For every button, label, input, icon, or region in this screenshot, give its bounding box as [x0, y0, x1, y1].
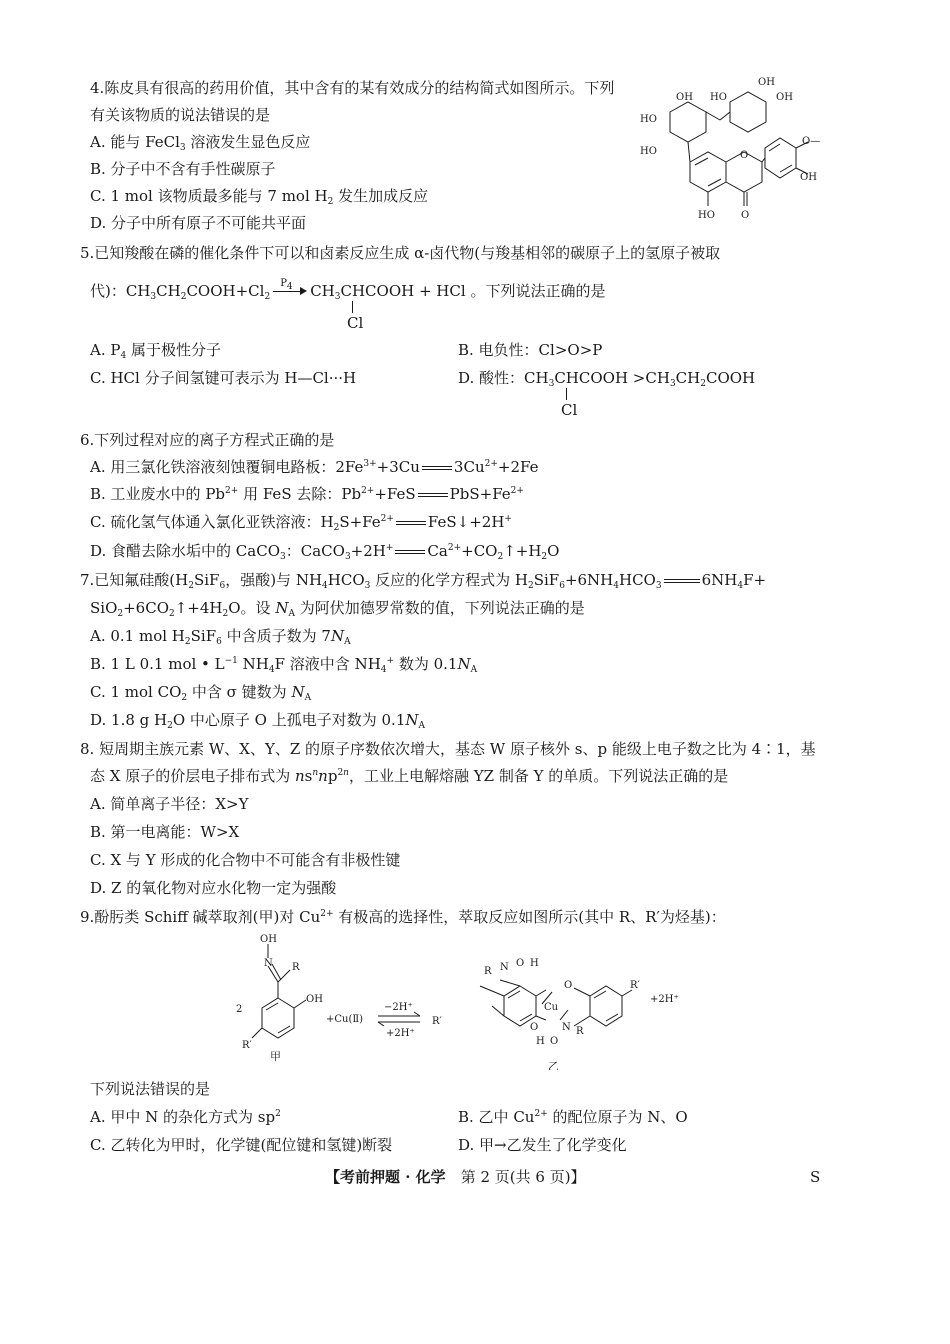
q9-option-c: C. 乙转化为甲时，化学键(配位键和氢键)断裂	[90, 1136, 393, 1154]
footer-version-letter: S	[810, 1168, 821, 1186]
q5-arrow: $P_4$	[273, 287, 307, 297]
q8-stem-line1: 8. 短周期主族元素 W、X、Y、Z 的原子序数依次增大，基态 W 原子核外 s、p 能级上电子数之比为 4∶1，基	[80, 740, 816, 758]
q4-option-c: C. 1 mol 该物质最多能与 7 mol $H_2$ 发生加成反应	[90, 187, 429, 207]
svg-text:R′: R′	[432, 1016, 442, 1027]
svg-text:+2H⁺: +2H⁺	[386, 1028, 415, 1039]
svg-text:+2H⁺: +2H⁺	[650, 994, 679, 1005]
q6-option-b: B. 工业废水中的 $Pb^{2+}$ 用 FeS 去除：$Pb^{2+}+FeS$ $PbS+Fe^{2+}$	[90, 485, 524, 503]
mol-oh-2: OH	[758, 77, 775, 88]
q4-option-a: A. 能与 FeCl$_3$ 溶液发生显色反应	[90, 133, 311, 153]
label-jia: 甲	[270, 1050, 281, 1063]
q5-option-a: A. $P_4$ 属于极性分子	[90, 341, 221, 361]
svg-text:R: R	[576, 1026, 584, 1037]
svg-text:−2H⁺: −2H⁺	[384, 1002, 413, 1013]
q8-option-a: A. 简单离子半径：X>Y	[90, 795, 249, 813]
mol-oh-4: OH	[800, 172, 817, 183]
q9-sub-stem: 下列说法错误的是	[90, 1080, 211, 1098]
q9-reaction-scheme	[230, 930, 690, 1070]
label-yi: 乙	[548, 1060, 559, 1070]
svg-text:O: O	[564, 980, 573, 991]
svg-text:Cu: Cu	[544, 1002, 559, 1013]
q6-stem: 6.下列过程对应的离子方程式正确的是	[80, 431, 335, 449]
q8-stem-line2: 态 X 原子的价层电子排布式为 $ns^nnp^{2n}$，工业上电解熔融 YZ 制备 Y 的单质。下列说法正确的是	[90, 767, 729, 785]
q8-option-c: C. X 与 Y 形成的化合物中不可能含有非极性键	[90, 851, 401, 869]
mol-ketone-o: O	[741, 210, 750, 221]
q6-option-c: C. 硫化氢气体通入氯化亚铁溶液：$H_2S+Fe^{2+}$ FeS↓+2H+	[90, 513, 512, 533]
page-footer: 【考前押题 · 化学 第 2 页(共 6 页)】	[325, 1168, 586, 1186]
q5-option-c: C. HCl 分子间氢键可表示为 H—Cl···H	[90, 369, 357, 387]
q5-stem-line1: 5.已知羧酸在磷的催化条件下可以和卤素反应生成 α-卤代物(与羧基相邻的碳原子上的氢原子被取	[80, 244, 721, 262]
q6-option-d: D. 食醋去除水垢中的 CaCO$_3$：CaCO$_3$+2H+ $Ca^{2+}+CO_2↑+H_2O$	[90, 542, 560, 562]
mol-oh-1: OH	[676, 92, 693, 103]
q8-option-b: B. 第一电离能：W>X	[90, 823, 240, 841]
q4-option-b: B. 分子中不含有手性碳原子	[90, 160, 276, 178]
q7-stem-line1: 7.已知氟硅酸($H_2SiF_6$，强酸)与 $NH_4HCO_3$ 反应的化学方程式为 $H_2SiF_6+6NH_4HCO_3$ $6NH_4F+$	[80, 571, 767, 591]
q7-option-d: D. 1.8 g $H_2O$ 中心原子 O 上孤电子对数为 $0.1N_A$	[90, 711, 425, 731]
svg-text:O: O	[530, 1022, 539, 1033]
q4-molecule-structure	[630, 72, 830, 230]
q9-option-b: B. 乙中 $Cu^{2+}$ 的配位原子为 N、O	[458, 1108, 688, 1126]
q5-equation: 代)：$CH_3CH_2COOH+Cl_2$ $P_4$ $CH_3CHCOOH$ + HCl 。下列说法正确的是	[90, 278, 606, 302]
mol-ome: O—	[802, 136, 821, 147]
q7-option-a: A. 0.1 mol $H_2SiF_6$ 中含质子数为 $7N_A$	[90, 627, 351, 647]
mol-oh-3: OH	[776, 92, 793, 103]
mol-o-ring: O	[740, 150, 749, 161]
q6-option-a: A. 用三氯化铁溶液刻蚀覆铜电路板：$2Fe^{3+}+3Cu$ $3Cu^{2+}+2Fe$	[90, 458, 539, 476]
svg-text:2: 2	[236, 1004, 243, 1015]
q9-option-d: D. 甲→乙发生了化学变化	[458, 1136, 627, 1154]
q4-stem-line2: 有关该物质的说法错误的是	[90, 106, 271, 124]
q5-option-b: B. 电负性：Cl>O>P	[458, 341, 603, 359]
svg-text:+Cu(Ⅱ): +Cu(Ⅱ)	[326, 1014, 364, 1025]
svg-text:N: N	[500, 962, 509, 973]
mol-ho-1: HO	[710, 92, 727, 103]
svg-text:H: H	[536, 1036, 545, 1047]
svg-text:N: N	[562, 1022, 571, 1033]
svg-text:H: H	[530, 958, 539, 969]
q7-option-b: B. 1 L 0.1 mol • $L^{-1}$ $NH_4F$ 溶液中含 $NH_4^+$ 数为 $0.1N_A$	[90, 655, 478, 675]
svg-text:R′: R′	[630, 980, 640, 991]
svg-text:O: O	[550, 1036, 559, 1047]
q9-option-a: A. 甲中 N 的杂化方式为 $sp^2$	[90, 1108, 281, 1126]
q8-option-d: D. Z 的氧化物对应水化物一定为强酸	[90, 879, 337, 897]
q4-stem-line1: 4.陈皮具有很高的药用价值，其中含有的某有效成分的结构简式如图所示。下列	[90, 79, 615, 97]
mol-ho-2: HO	[640, 114, 657, 125]
q4-option-d: D. 分子中所有原子不可能共平面	[90, 214, 307, 232]
mol-ho-4: HO	[698, 210, 715, 221]
svg-text:R: R	[292, 962, 300, 973]
q7-option-c: C. 1 mol $CO_2$ 中含 σ 键数为 $N_A$	[90, 683, 312, 703]
svg-text:R′: R′	[242, 1040, 252, 1051]
svg-text:OH: OH	[260, 934, 277, 945]
q9-stem: 9.酚肟类 Schiff 碱萃取剂(甲)对 $Cu^{2+}$ 有极高的选择性，萃取反应如图所示(其中 R、R′为烃基)：	[80, 908, 726, 926]
mol-ho-3: HO	[640, 146, 657, 157]
q5-d-cl-substituent: Cl	[561, 401, 578, 419]
svg-text:O: O	[516, 958, 525, 969]
svg-text:R: R	[484, 966, 492, 977]
q7-stem-line2: $SiO_2+6CO_2↑+4H_2O$。设 $N_A$ 为阿伏加德罗常数的值，下列说法正确的是	[90, 599, 585, 619]
svg-text:OH: OH	[306, 994, 323, 1005]
svg-text:N: N	[264, 958, 273, 969]
q5-eq-cl-substituent: Cl	[347, 314, 364, 332]
q5-option-d: D. 酸性：$CH_3CHCOOH$ $>CH_3CH_2COOH$	[458, 369, 756, 389]
